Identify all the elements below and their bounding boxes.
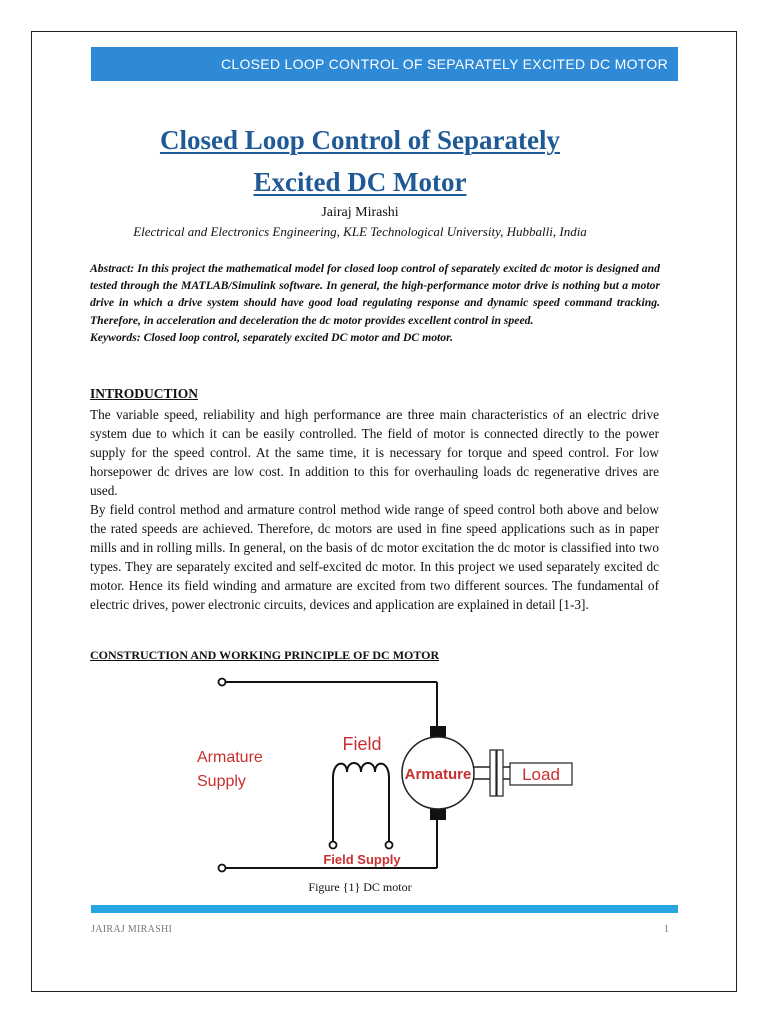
field-supply-label: Field Supply — [323, 852, 401, 867]
bottom-terminal — [219, 865, 226, 872]
coupling-disc-1 — [490, 750, 496, 796]
abstract-block — [90, 260, 660, 346]
abstract-text: Abstract: In this project the mathematical model for closed loop control of separately excited dc motor is designed and tested through the MATLAB/Simulink software. In general, the high-performance motor drive is nothing but a motor drive in which a drive system should have good load regulating response and dynamic speed command tracking. Therefore, in acceleration and deceleration the dc motor provides excellent control in speed. — [90, 262, 660, 327]
dc-motor-svg — [190, 668, 590, 878]
running-title: CLOSED LOOP CONTROL OF SEPARATELY EXCITED DC MOTOR — [220, 56, 668, 72]
keywords-text: Keywords: Closed loop control, separately excited DC motor and DC motor. — [90, 330, 453, 344]
field-terminal-right — [386, 842, 393, 849]
introduction-paragraph-1: The variable speed, reliability and high performance are three main characteristics of an electric drive system due to which it can be easily controlled. The field of motor is connected directly to the power supply for the speed control. At the same time, it is necessary for torque and speed control. For low horsepower dc drives are low cost. In addition to this for overhauling loads dc regenerative drives are used. — [90, 407, 659, 498]
footer-author: JAIRAJ MIRASHI — [91, 924, 173, 935]
footer-bar — [91, 905, 678, 913]
author-name: Jairaj Mirashi — [321, 205, 399, 220]
field-coil-icon — [333, 763, 389, 778]
armature-supply-label-line-2: Supply — [197, 773, 246, 790]
paper-title-line-2: Excited DC Motor — [253, 167, 467, 197]
introduction-heading: INTRODUCTION — [90, 386, 199, 401]
coupling-disc-2 — [497, 750, 503, 796]
figure-caption: Figure {1} DC motor — [308, 880, 412, 894]
armature-label: Armature — [404, 766, 472, 783]
introduction-paragraph-2: By field control method and armature control method wide range of speed control both above and below the rated speeds are achieved. Therefore, dc motors are used in fine speed applications such as in paper mills and in rolling mills. In general, on the basis of dc motor excitation the dc motor is classified into two types. They are separately excited and self-excited dc motor. In this project we used separately excited dc motor. Hence its field winding and armature are excited from two different sources. The fundamental of electric drives, power electronic circuits, devices and application are explained in detail [1-3]. — [90, 502, 659, 612]
running-header — [91, 47, 678, 81]
field-terminal-left — [330, 842, 337, 849]
field-label: Field — [342, 734, 382, 754]
dc-motor-diagram — [190, 668, 590, 878]
introduction-body — [90, 405, 659, 614]
load-label: Load — [522, 765, 560, 784]
construction-heading: CONSTRUCTION AND WORKING PRINCIPLE OF DC MOTOR — [90, 648, 440, 662]
armature-supply-label-line-1: Armature — [197, 749, 263, 766]
author-affiliation: Electrical and Electronics Engineering, KLE Technological University, Hubballi, India — [133, 224, 587, 239]
footer-page-number: 1 — [664, 924, 669, 935]
paper-title-line-1: Closed Loop Control of Separately — [159, 125, 560, 155]
top-terminal — [219, 679, 226, 686]
